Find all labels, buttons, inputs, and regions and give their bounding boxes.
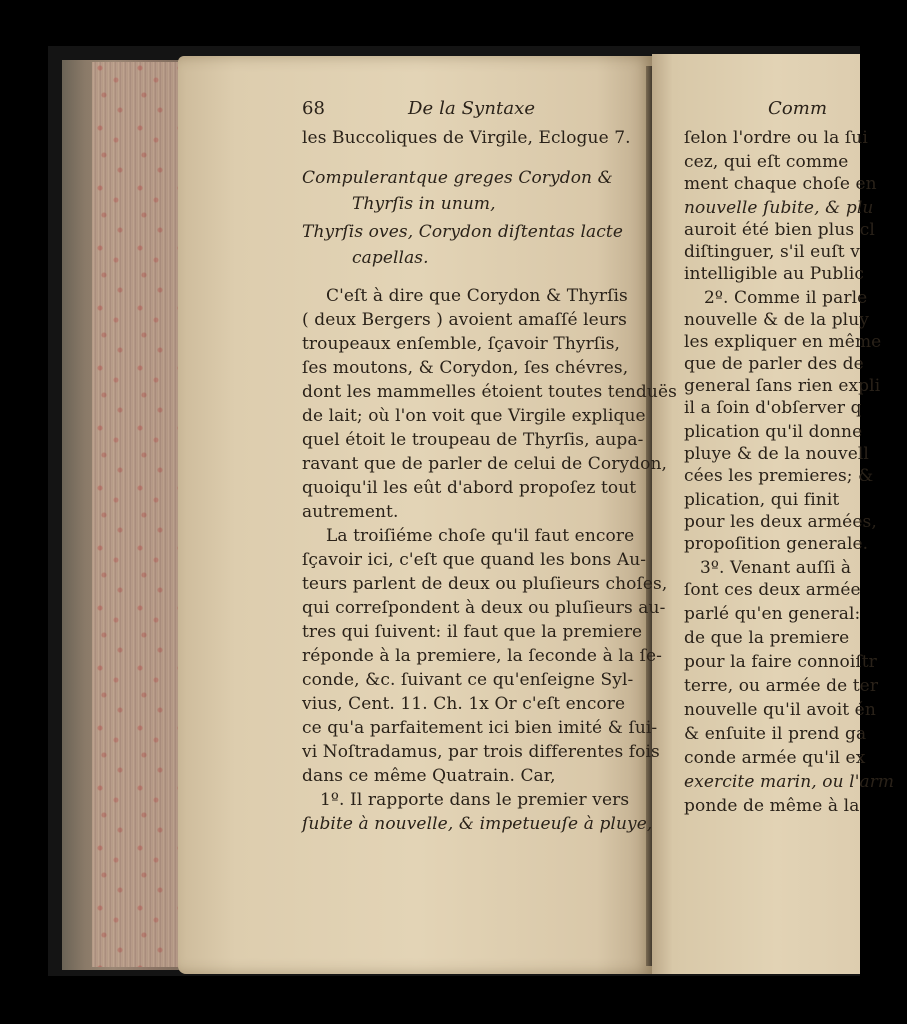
text-line: teurs parlent de deux ou pluſieurs choſes, <box>302 574 668 594</box>
text-line: vius, Cent. 11. Ch. 1x Or c'eſt encore <box>302 694 626 714</box>
text-line: nouvelle ſubite, & plu <box>684 198 874 218</box>
text-line: pour la faire connoiſtr <box>684 652 877 672</box>
text-line: intelligible au Public <box>684 264 865 284</box>
text-line: ſçavoir ici, c'eſt que quand les bons Au- <box>302 550 647 570</box>
text-line: ſes moutons, & Corydon, ſes chévres, <box>302 358 629 378</box>
text-line: plication, qui finit <box>684 490 840 510</box>
text-line: conde, &c. ſuivant ce qu'enſeigne Syl- <box>302 670 634 690</box>
text-line: 1º. Il rapporte dans le premier vers <box>320 790 630 810</box>
text-line: ponde de même à la <box>684 796 860 816</box>
text-line: conde armée qu'il ex <box>684 748 866 768</box>
sprinkled-edge <box>92 62 184 967</box>
text-line: vi Noſtradamus, par trois differentes fois <box>302 742 660 762</box>
text-line: 3º. Venant auſſi à <box>700 558 852 578</box>
text-line: quoiqu'il les eût d'abord propoſez tout <box>302 478 637 498</box>
text-line: pour les deux armées, <box>684 512 877 532</box>
text-line: La troiſiéme choſe qu'il faut encore <box>326 526 635 546</box>
text-line: ſelon l'ordre ou la ſui <box>684 128 868 148</box>
text-line: ravant que de parler de celui de Corydon, <box>302 454 668 474</box>
text-line: dont les mammelles étoient toutes tenduës <box>302 382 677 402</box>
text-line: diſtinguer, s'il euſt v <box>684 242 860 262</box>
right-page-text <box>634 56 895 816</box>
text-line: les expliquer en même <box>684 332 882 352</box>
text-line: 2º. Comme il parle <box>704 288 868 308</box>
text-line: propoſition generale. <box>684 534 869 554</box>
text-line: general ſans rien expli <box>684 376 881 396</box>
text-line: troupeaux enſemble, ſçavoir Thyrſis, <box>302 334 621 354</box>
text-line: ce qu'a parfaitement ici bien imité & ſui- <box>302 718 658 738</box>
text-line: ſont ces deux armée <box>684 580 861 600</box>
text-line: qui correſpondent à deux ou pluſieurs au- <box>302 598 666 618</box>
verse-line: Thyrſis in unum, <box>352 194 496 214</box>
text-line: de que la premiere <box>684 628 850 648</box>
text-line: les Buccoliques de Virgile, Eclogue 7. <box>302 128 631 148</box>
text-line: ( deux Bergers ) avoient amaſſé leurs <box>302 310 627 330</box>
text-line: réponde à la premiere, la ſeconde à la ſe- <box>302 646 662 666</box>
text-line: tres qui ſuivent: il faut que la premiere <box>302 622 643 642</box>
running-head: Comm <box>768 98 828 119</box>
text-line: il a ſoin d'obſerver q <box>684 398 862 418</box>
text-line: plication qu'il donne <box>684 422 863 442</box>
verse-line: Compulerantque greges Corydon & <box>302 168 613 188</box>
text-line: nouvelle qu'il avoit én <box>684 700 876 720</box>
text-line: de lait; où l'on voit que Virgile explique <box>302 406 646 426</box>
text-line: pluye & de la nouvell <box>684 444 869 464</box>
text-line: ment chaque choſe en <box>684 174 877 194</box>
text-line: ſubite à nouvelle, & impetueuſe à pluye, <box>302 814 653 834</box>
page-number: 68 <box>302 98 326 119</box>
text-line: cez, qui eſt comme <box>684 152 849 172</box>
text-line: dans ce même Quatrain. Car, <box>302 766 556 786</box>
text-line: cées les premieres; & <box>684 466 874 486</box>
text-line: auroit été bien plus cl <box>684 220 875 240</box>
running-head: De la Syntaxe <box>408 98 536 119</box>
text-line: & enſuite il prend ga <box>684 724 867 744</box>
verse-line: capellas. <box>352 248 429 268</box>
text-line: terre, ou armée de ter <box>684 676 879 696</box>
text-line: parlé qu'en general: <box>684 604 861 624</box>
verse-line: Thyrſis oves, Corydon diſtentas lacte <box>302 222 623 242</box>
text-line: quel étoit le troupeau de Thyrſis, aupa- <box>302 430 644 450</box>
text-line: autrement. <box>302 502 399 522</box>
text-line: que de parler des de <box>684 354 864 374</box>
text-line: nouvelle & de la pluy <box>684 310 869 330</box>
text-line: exercite marin, ou l'arm <box>684 772 895 792</box>
text-line: C'eſt à dire que Corydon & Thyrſis <box>326 286 628 306</box>
